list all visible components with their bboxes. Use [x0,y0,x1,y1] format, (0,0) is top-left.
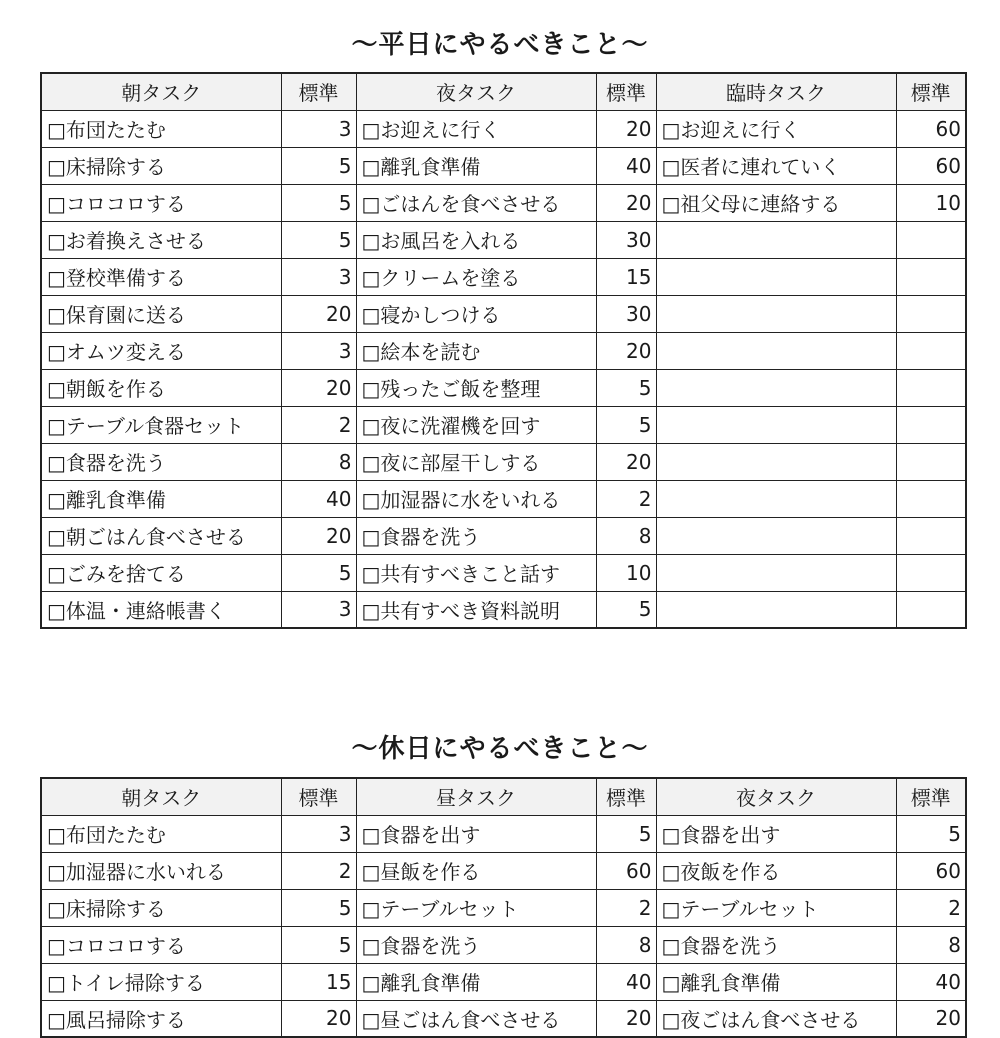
standard-minutes-cell: 2 [596,480,656,517]
task-cell: □テーブル食器セット [41,406,281,443]
standard-minutes-cell: 8 [281,443,356,480]
standard-minutes-cell: 20 [896,1000,966,1037]
task-cell: □朝飯を作る [41,369,281,406]
task-cell: □体温・連絡帳書く [41,591,281,628]
table-row [41,443,966,480]
task-cell: □オムツ変える [41,332,281,369]
standard-minutes-cell: 60 [596,852,656,889]
table-header-row [41,778,966,815]
weekday-section-title: 〜平日にやるべきこと〜 [351,30,649,60]
standard-minutes-cell [896,480,966,517]
standard-minutes-cell: 5 [596,815,656,852]
column-header-standard: 標準 [281,778,356,815]
standard-minutes-cell: 5 [596,406,656,443]
task-cell: □離乳食準備 [656,963,896,1000]
task-cell [656,221,896,258]
task-cell: □朝ごはん食べさせる [41,517,281,554]
standard-minutes-cell [896,221,966,258]
task-cell: □保育園に送る [41,295,281,332]
task-cell [656,258,896,295]
task-cell: □離乳食準備 [356,147,596,184]
standard-minutes-cell: 30 [596,295,656,332]
table-row [41,406,966,443]
standard-minutes-cell: 2 [281,852,356,889]
standard-minutes-cell: 3 [281,815,356,852]
standard-minutes-cell: 20 [281,517,356,554]
standard-minutes-cell: 5 [596,591,656,628]
task-cell [656,554,896,591]
holiday-section-title: 〜休日にやるべきこと〜 [351,734,649,764]
standard-minutes-cell: 15 [281,963,356,1000]
column-header-morning-task: 朝タスク [41,73,281,110]
standard-minutes-cell: 2 [596,889,656,926]
task-cell: □離乳食準備 [356,963,596,1000]
task-cell: □お迎えに行く [356,110,596,147]
column-header-evening-task: 夜タスク [656,778,896,815]
task-cell: □昼飯を作る [356,852,596,889]
task-cell: □食器を洗う [356,517,596,554]
column-header-standard: 標準 [596,778,656,815]
standard-minutes-cell: 20 [281,1000,356,1037]
task-cell: □共有すべきこと話す [356,554,596,591]
task-cell: □共有すべき資料説明 [356,591,596,628]
standard-minutes-cell: 10 [596,554,656,591]
standard-minutes-cell: 20 [596,184,656,221]
standard-minutes-cell [896,258,966,295]
column-header-adhoc-task: 臨時タスク [656,73,896,110]
task-cell: □昼ごはん食べさせる [356,1000,596,1037]
task-cell: □ごはんを食べさせる [356,184,596,221]
column-header-standard: 標準 [896,778,966,815]
standard-minutes-cell: 40 [596,147,656,184]
standard-minutes-cell: 3 [281,591,356,628]
standard-minutes-cell: 20 [596,443,656,480]
table-row [41,184,966,221]
standard-minutes-cell: 5 [281,554,356,591]
standard-minutes-cell: 5 [596,369,656,406]
task-cell: □夜飯を作る [656,852,896,889]
table-row [41,517,966,554]
task-cell [656,332,896,369]
table-row [41,591,966,628]
standard-minutes-cell: 40 [896,963,966,1000]
standard-minutes-cell [896,517,966,554]
table-row [41,1000,966,1037]
column-header-morning-task: 朝タスク [41,778,281,815]
standard-minutes-cell: 5 [281,221,356,258]
task-cell: □お着換えさせる [41,221,281,258]
task-cell [656,480,896,517]
task-cell: □トイレ掃除する [41,963,281,1000]
task-cell: □寝かしつける [356,295,596,332]
standard-minutes-cell: 3 [281,110,356,147]
standard-minutes-cell: 40 [281,480,356,517]
column-header-noon-task: 昼タスク [356,778,596,815]
task-cell: □クリームを塗る [356,258,596,295]
standard-minutes-cell: 15 [596,258,656,295]
task-cell [656,406,896,443]
task-cell [656,517,896,554]
standard-minutes-cell: 60 [896,110,966,147]
standard-minutes-cell: 60 [896,852,966,889]
table-row [41,963,966,1000]
table-row [41,815,966,852]
task-cell: □医者に連れていく [656,147,896,184]
task-cell [656,591,896,628]
task-cell: □祖父母に連絡する [656,184,896,221]
task-cell: □コロコロする [41,926,281,963]
table-row [41,258,966,295]
standard-minutes-cell: 8 [596,517,656,554]
standard-minutes-cell: 20 [596,1000,656,1037]
standard-minutes-cell: 5 [281,147,356,184]
task-cell: □食器を出す [656,815,896,852]
task-cell: □テーブルセット [356,889,596,926]
task-cell: □夜に洗濯機を回す [356,406,596,443]
task-cell: □お風呂を入れる [356,221,596,258]
standard-minutes-cell: 40 [596,963,656,1000]
column-header-standard: 標準 [896,73,966,110]
task-cell [656,369,896,406]
task-cell: □布団たたむ [41,110,281,147]
table-row [41,889,966,926]
standard-minutes-cell: 3 [281,332,356,369]
standard-minutes-cell [896,554,966,591]
task-cell: □登校準備する [41,258,281,295]
table-row [41,369,966,406]
table-row [41,110,966,147]
standard-minutes-cell [896,406,966,443]
standard-minutes-cell: 5 [281,926,356,963]
task-cell: □夜ごはん食べさせる [656,1000,896,1037]
task-cell: □床掃除する [41,889,281,926]
task-cell: □加湿器に水いれる [41,852,281,889]
table-row [41,221,966,258]
table-row [41,295,966,332]
standard-minutes-cell: 20 [281,295,356,332]
standard-minutes-cell [896,369,966,406]
standard-minutes-cell [896,332,966,369]
table-row [41,926,966,963]
standard-minutes-cell: 60 [896,147,966,184]
standard-minutes-cell: 5 [896,815,966,852]
task-cell: □食器を洗う [656,926,896,963]
holiday-task-table [40,777,967,1038]
table-row [41,147,966,184]
task-cell: □床掃除する [41,147,281,184]
table-header-row [41,73,966,110]
task-cell [656,295,896,332]
standard-minutes-cell: 20 [281,369,356,406]
table-row [41,852,966,889]
standard-minutes-cell: 5 [281,184,356,221]
table-row [41,480,966,517]
standard-minutes-cell: 8 [596,926,656,963]
column-header-evening-task: 夜タスク [356,73,596,110]
task-cell: □テーブルセット [656,889,896,926]
task-cell: □夜に部屋干しする [356,443,596,480]
task-cell: □加湿器に水をいれる [356,480,596,517]
task-cell: □食器を出す [356,815,596,852]
task-cell: □布団たたむ [41,815,281,852]
task-cell: □コロコロする [41,184,281,221]
table-row [41,554,966,591]
standard-minutes-cell: 20 [596,110,656,147]
standard-minutes-cell [896,443,966,480]
standard-minutes-cell: 10 [896,184,966,221]
column-header-standard: 標準 [596,73,656,110]
standard-minutes-cell: 3 [281,258,356,295]
weekday-task-table [40,72,967,629]
task-cell: □離乳食準備 [41,480,281,517]
task-cell: □残ったご飯を整理 [356,369,596,406]
standard-minutes-cell: 30 [596,221,656,258]
standard-minutes-cell: 2 [281,406,356,443]
standard-minutes-cell: 5 [281,889,356,926]
standard-minutes-cell: 8 [896,926,966,963]
task-cell: □お迎えに行く [656,110,896,147]
standard-minutes-cell [896,295,966,332]
standard-minutes-cell [896,591,966,628]
task-cell: □食器を洗う [356,926,596,963]
standard-minutes-cell: 20 [596,332,656,369]
table-row [41,332,966,369]
standard-minutes-cell: 2 [896,889,966,926]
column-header-standard: 標準 [281,73,356,110]
task-cell: □風呂掃除する [41,1000,281,1037]
task-cell: □食器を洗う [41,443,281,480]
task-cell [656,443,896,480]
task-cell: □絵本を読む [356,332,596,369]
task-cell: □ごみを捨てる [41,554,281,591]
